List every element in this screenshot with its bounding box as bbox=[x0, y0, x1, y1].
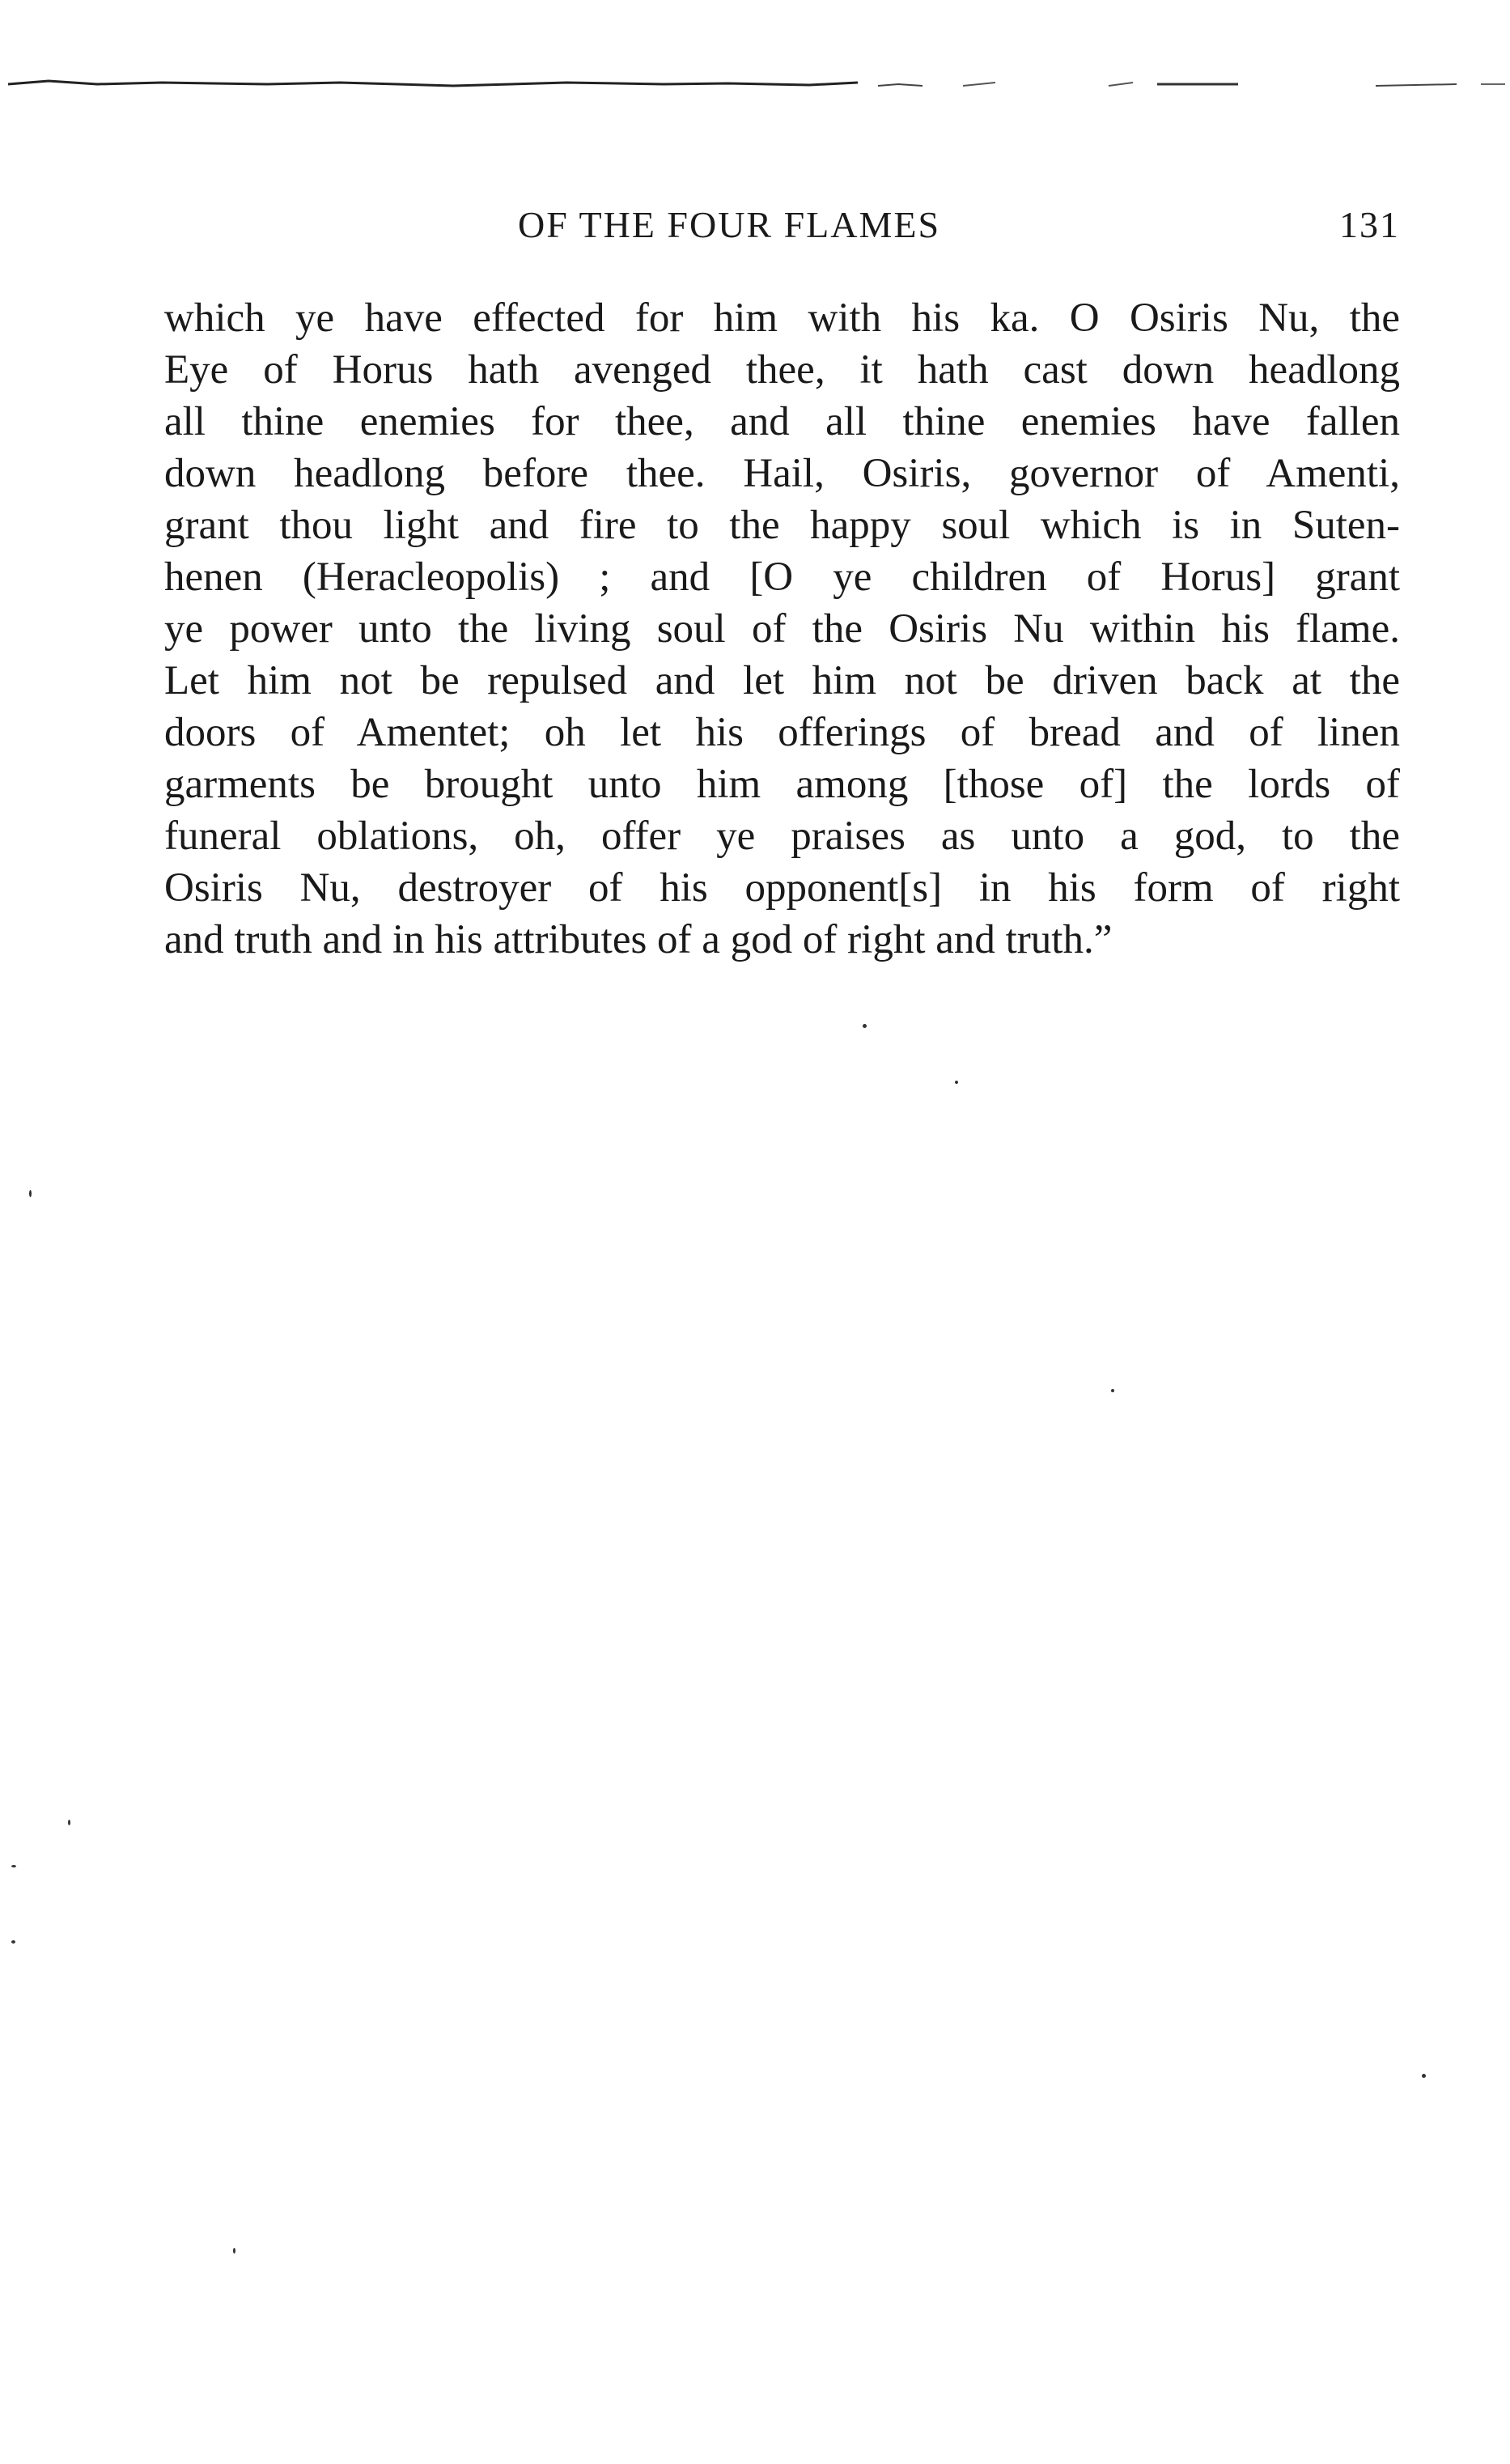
text-line: garments be brought unto him among [those of] the lords of bbox=[164, 762, 1400, 807]
text-line: ye power unto the living soul of the Osiris Nu within his flame. bbox=[164, 606, 1400, 652]
scan-speck bbox=[11, 1940, 15, 1944]
text-line: Let him not be repulsed and let him not be driven back at the bbox=[164, 658, 1400, 703]
scan-speck bbox=[68, 1820, 70, 1825]
scan-speck bbox=[955, 1081, 958, 1084]
text-line: down headlong before thee. Hail, Osiris, governor of Amenti, bbox=[164, 451, 1400, 496]
text-line: all thine enemies for thee, and all thine enemies have fallen bbox=[164, 399, 1400, 444]
text-line: which ye have effected for him with his ka. O Osiris Nu, the bbox=[164, 295, 1400, 341]
scan-speck bbox=[863, 1024, 867, 1028]
scan-speck bbox=[233, 2248, 235, 2254]
running-title: OF THE FOUR FLAMES bbox=[518, 204, 941, 245]
text-line: grant thou light and fire to the happy soul which is in Suten- bbox=[164, 503, 1400, 548]
text-line: doors of Amentet; oh let his offerings of bread and of linen bbox=[164, 710, 1400, 755]
scan-speck bbox=[29, 1190, 32, 1197]
page-number: 131 bbox=[1339, 204, 1400, 245]
text-line-last: and truth and in his attributes of a god of right and truth.” bbox=[164, 917, 1113, 962]
text-line: Eye of Horus hath avenged thee, it hath cast down headlong bbox=[164, 347, 1400, 393]
scan-speck bbox=[1422, 2074, 1426, 2078]
top-rule-artifact bbox=[0, 66, 1510, 99]
scan-speck bbox=[1111, 1389, 1114, 1392]
body-text bbox=[164, 292, 1400, 966]
text-line: funeral oblations, oh, offer ye praises as unto a god, to the bbox=[164, 814, 1400, 859]
running-head bbox=[162, 197, 1400, 253]
text-line: Osiris Nu, destroyer of his opponent[s] in his form of right bbox=[164, 865, 1400, 911]
scan-speck bbox=[11, 1865, 16, 1867]
text-line: henen (Heracleopolis) ; and [O ye children of Horus] grant bbox=[164, 554, 1400, 600]
